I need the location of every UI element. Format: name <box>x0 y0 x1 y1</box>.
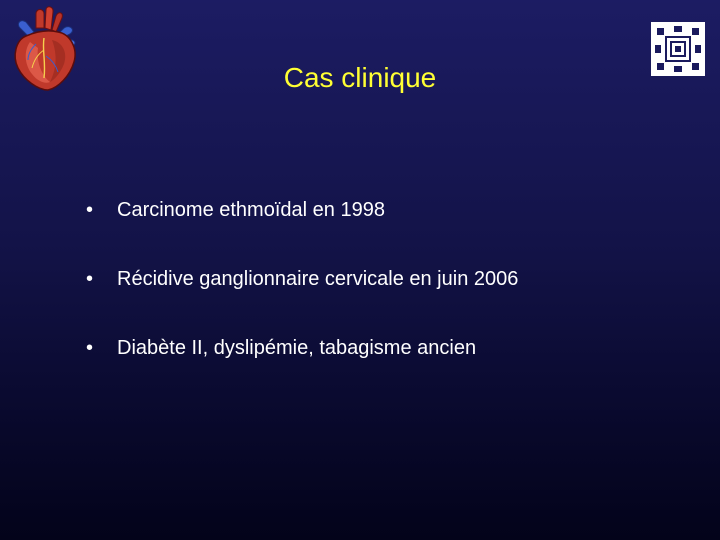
bullet-text: Diabète II, dyslipémie, tabagisme ancien <box>117 337 477 359</box>
bullet-item <box>86 328 518 368</box>
bullet-marker: • <box>86 337 94 359</box>
bullet-item <box>86 190 518 230</box>
bullet-item <box>86 259 518 299</box>
bullet-text: Récidive ganglionnaire cervicale en juin 2006 <box>117 268 519 290</box>
bullet-marker: • <box>86 268 94 290</box>
bullet-text: Carcinome ethmoïdal en 1998 <box>117 199 385 221</box>
slide-title: Cas clinique <box>283 62 437 93</box>
bullet-marker: • <box>86 199 94 221</box>
bullet-list <box>86 190 518 397</box>
